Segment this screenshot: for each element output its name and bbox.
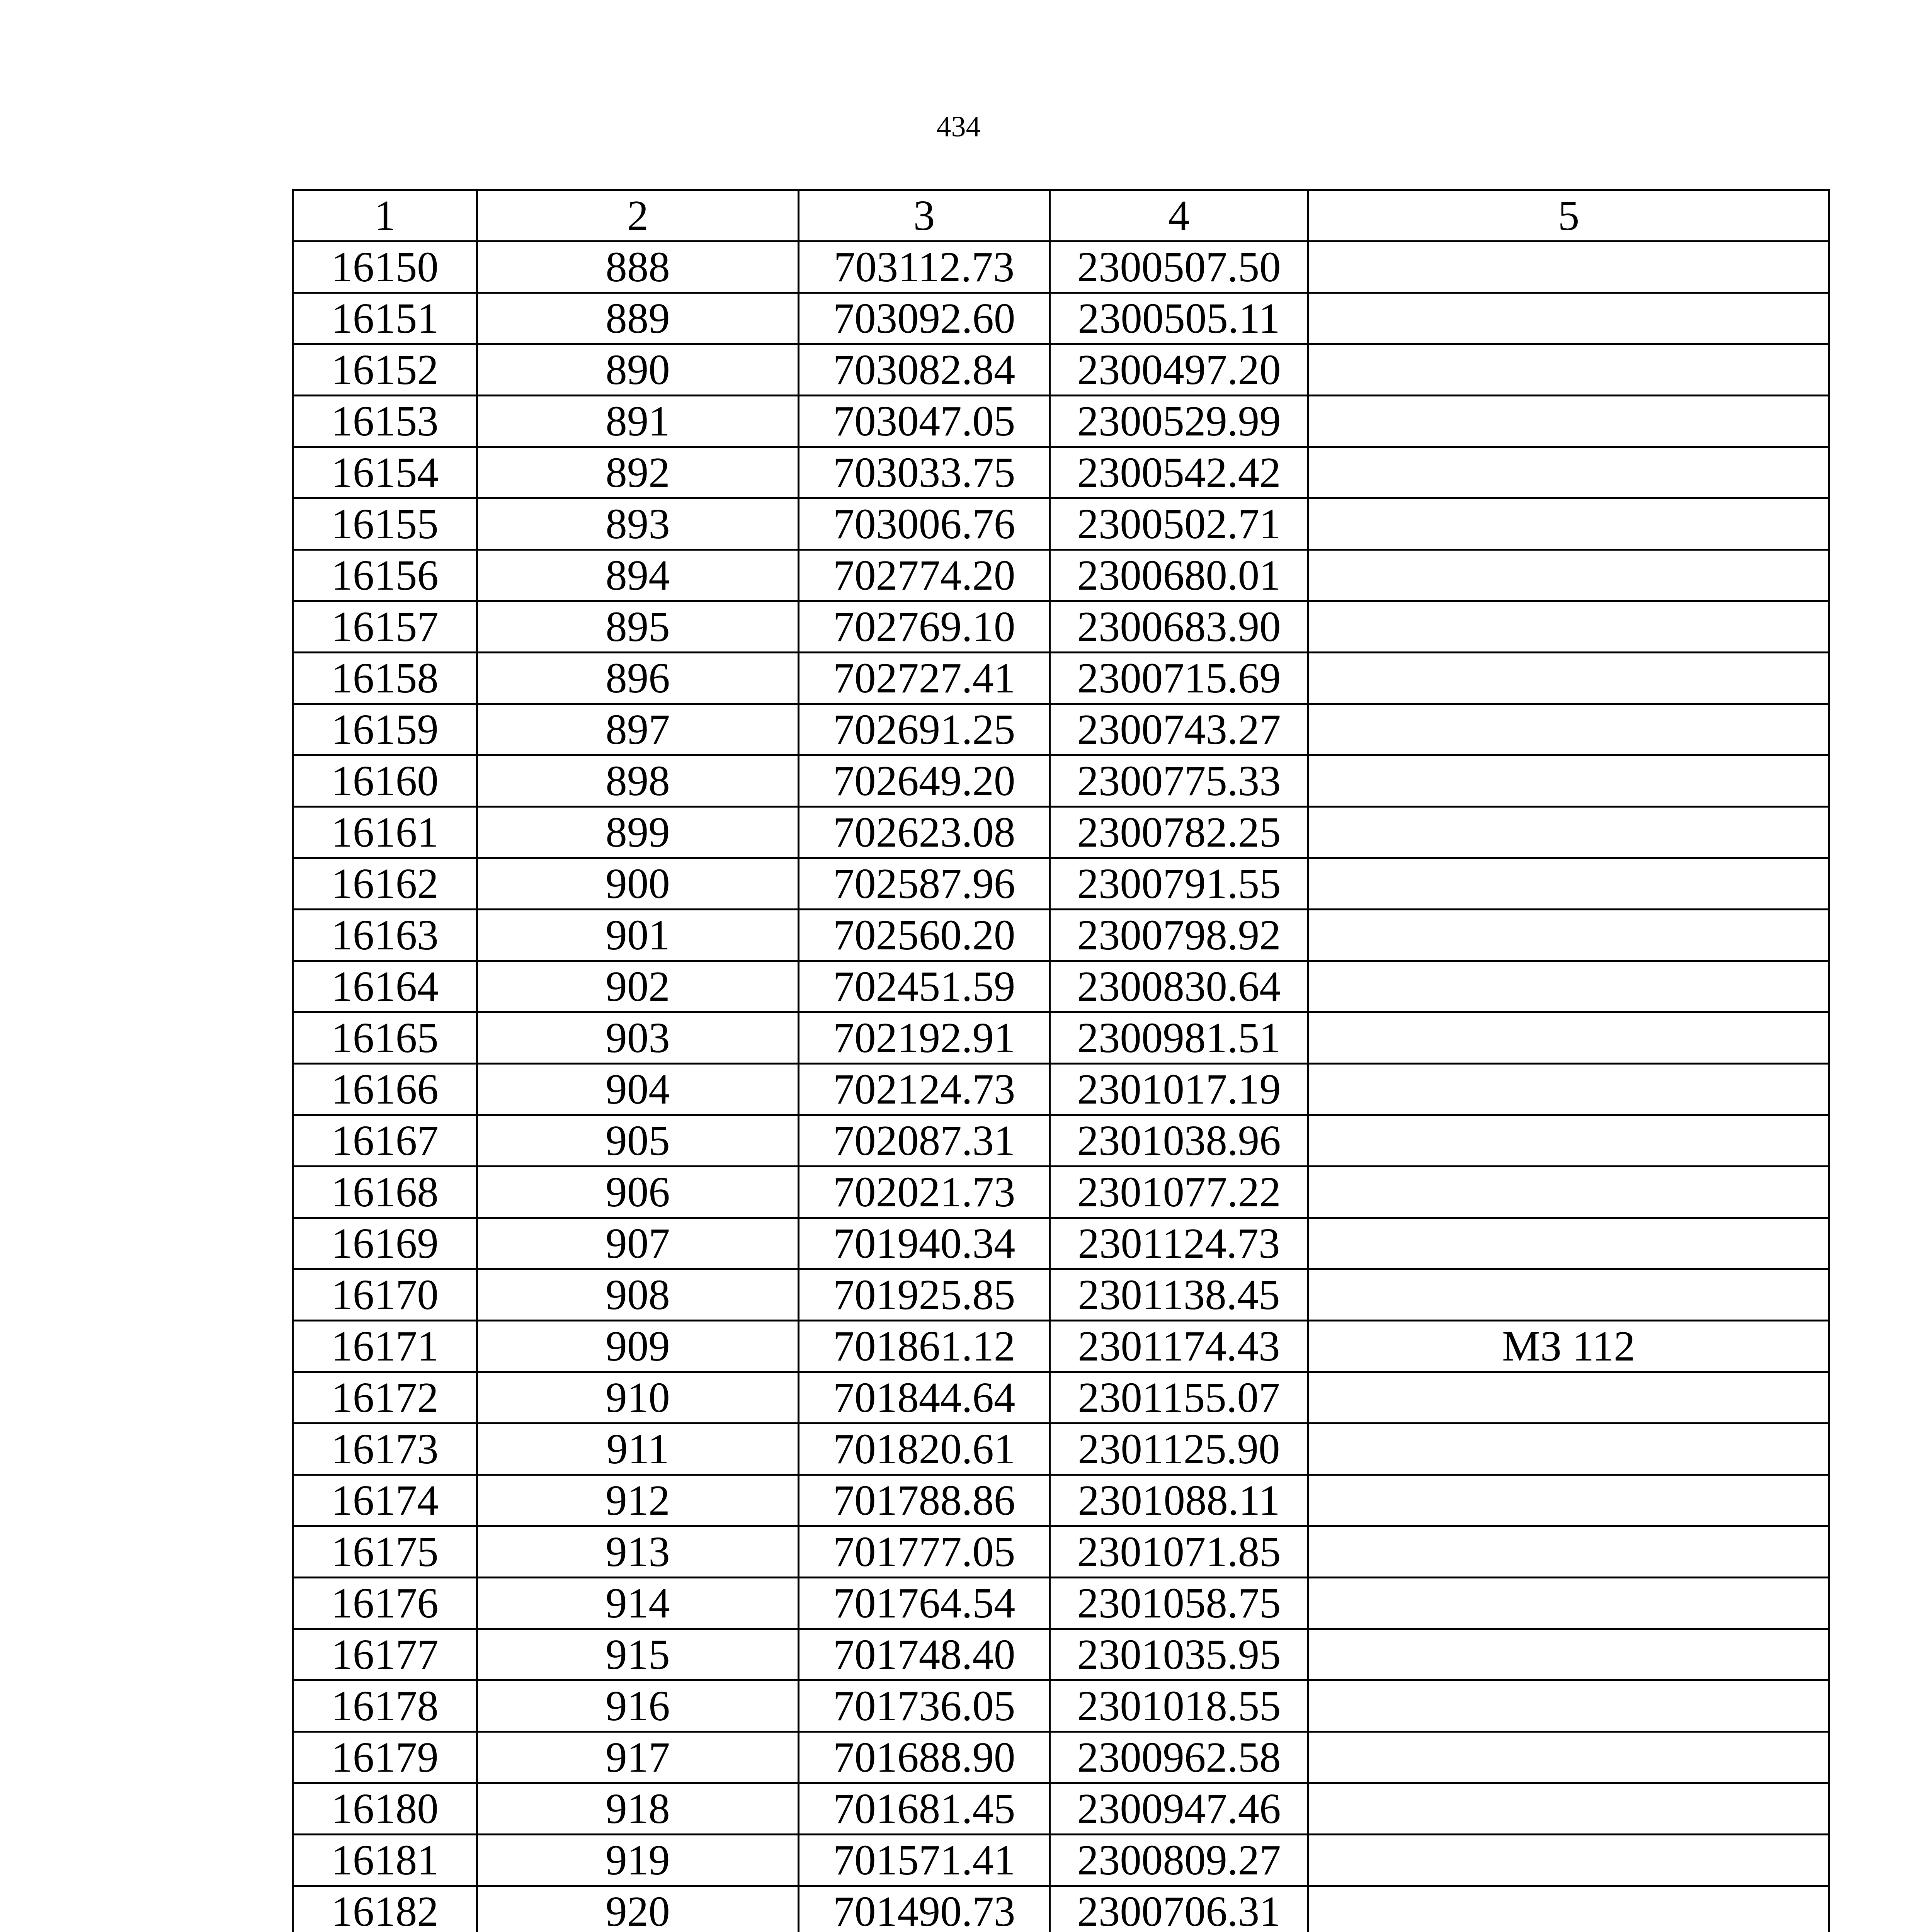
- note-cell: [1308, 653, 1829, 704]
- point-number-cell: 894: [477, 550, 799, 601]
- row-number-cell: 16161: [293, 807, 477, 858]
- y-coordinate-cell: 2300981.51: [1050, 1012, 1308, 1064]
- table-row: [293, 1732, 1829, 1783]
- row-number-cell: 16156: [293, 550, 477, 601]
- y-coordinate-cell: 2301138.45: [1050, 1269, 1308, 1321]
- row-number-cell: 16168: [293, 1167, 477, 1218]
- x-coordinate-cell: 701688.90: [799, 1732, 1050, 1783]
- y-coordinate-cell: 2300791.55: [1050, 858, 1308, 910]
- y-coordinate-cell: 2300683.90: [1050, 601, 1308, 653]
- row-number-cell: 16178: [293, 1680, 477, 1732]
- table-row: [293, 242, 1829, 293]
- note-cell: [1308, 1012, 1829, 1064]
- point-number-cell: 890: [477, 344, 799, 396]
- note-cell: МЗ 112: [1308, 1321, 1829, 1372]
- point-number-cell: 891: [477, 396, 799, 447]
- note-cell: [1308, 550, 1829, 601]
- note-cell: [1308, 447, 1829, 498]
- point-number-cell: 917: [477, 1732, 799, 1783]
- table-row: [293, 293, 1829, 344]
- point-number-cell: 902: [477, 961, 799, 1012]
- x-coordinate-cell: 702124.73: [799, 1064, 1050, 1115]
- point-number-cell: 909: [477, 1321, 799, 1372]
- row-number-cell: 16167: [293, 1115, 477, 1167]
- y-coordinate-cell: 2300502.71: [1050, 498, 1308, 550]
- row-number-cell: 16172: [293, 1372, 477, 1423]
- y-coordinate-cell: 2300706.31: [1050, 1886, 1308, 1932]
- table-row: [293, 1167, 1829, 1218]
- x-coordinate-cell: 701820.61: [799, 1423, 1050, 1475]
- row-number-cell: 16151: [293, 293, 477, 344]
- note-cell: [1308, 1218, 1829, 1269]
- table-row: [293, 1835, 1829, 1886]
- column-header-4: 4: [1050, 190, 1308, 242]
- note-cell: [1308, 498, 1829, 550]
- x-coordinate-cell: 701861.12: [799, 1321, 1050, 1372]
- y-coordinate-cell: 2300743.27: [1050, 704, 1308, 755]
- x-coordinate-cell: 703092.60: [799, 293, 1050, 344]
- row-number-cell: 16175: [293, 1526, 477, 1578]
- point-number-cell: 913: [477, 1526, 799, 1578]
- note-cell: [1308, 910, 1829, 961]
- row-number-cell: 16164: [293, 961, 477, 1012]
- note-cell: [1308, 704, 1829, 755]
- row-number-cell: 16181: [293, 1835, 477, 1886]
- x-coordinate-cell: 702769.10: [799, 601, 1050, 653]
- row-number-cell: 16174: [293, 1475, 477, 1526]
- point-number-cell: 901: [477, 910, 799, 961]
- table-row: [293, 498, 1829, 550]
- x-coordinate-cell: 702649.20: [799, 755, 1050, 807]
- x-coordinate-cell: 701736.05: [799, 1680, 1050, 1732]
- point-number-cell: 915: [477, 1629, 799, 1680]
- y-coordinate-cell: 2300798.92: [1050, 910, 1308, 961]
- point-number-cell: 911: [477, 1423, 799, 1475]
- y-coordinate-cell: 2301088.11: [1050, 1475, 1308, 1526]
- column-header-3: 3: [799, 190, 1050, 242]
- y-coordinate-cell: 2301077.22: [1050, 1167, 1308, 1218]
- y-coordinate-cell: 2300505.11: [1050, 293, 1308, 344]
- y-coordinate-cell: 2301124.73: [1050, 1218, 1308, 1269]
- x-coordinate-cell: 702560.20: [799, 910, 1050, 961]
- point-number-cell: 896: [477, 653, 799, 704]
- table-row: [293, 1064, 1829, 1115]
- x-coordinate-cell: 702623.08: [799, 807, 1050, 858]
- coordinates-table: [292, 189, 1830, 1932]
- table-row: [293, 344, 1829, 396]
- row-number-cell: 16157: [293, 601, 477, 653]
- y-coordinate-cell: 2300775.33: [1050, 755, 1308, 807]
- row-number-cell: 16160: [293, 755, 477, 807]
- table-row: [293, 396, 1829, 447]
- row-number-cell: 16177: [293, 1629, 477, 1680]
- y-coordinate-cell: 2301058.75: [1050, 1578, 1308, 1629]
- table-row: [293, 1526, 1829, 1578]
- table-row: [293, 858, 1829, 910]
- x-coordinate-cell: 702451.59: [799, 961, 1050, 1012]
- table-row: [293, 1372, 1829, 1423]
- table-row: [293, 1115, 1829, 1167]
- note-cell: [1308, 1064, 1829, 1115]
- x-coordinate-cell: 702774.20: [799, 550, 1050, 601]
- x-coordinate-cell: 701925.85: [799, 1269, 1050, 1321]
- column-header-5: 5: [1308, 190, 1829, 242]
- y-coordinate-cell: 2300542.42: [1050, 447, 1308, 498]
- x-coordinate-cell: 701788.86: [799, 1475, 1050, 1526]
- point-number-cell: 893: [477, 498, 799, 550]
- x-coordinate-cell: 701748.40: [799, 1629, 1050, 1680]
- note-cell: [1308, 1269, 1829, 1321]
- x-coordinate-cell: 702691.25: [799, 704, 1050, 755]
- row-number-cell: 16158: [293, 653, 477, 704]
- column-header-1: 1: [293, 190, 477, 242]
- table-row: [293, 601, 1829, 653]
- note-cell: [1308, 1167, 1829, 1218]
- table-row: [293, 1578, 1829, 1629]
- note-cell: [1308, 858, 1829, 910]
- x-coordinate-cell: 701490.73: [799, 1886, 1050, 1932]
- column-header-2: 2: [477, 190, 799, 242]
- note-cell: [1308, 1629, 1829, 1680]
- note-cell: [1308, 293, 1829, 344]
- note-cell: [1308, 1372, 1829, 1423]
- table-row: [293, 550, 1829, 601]
- row-number-cell: 16179: [293, 1732, 477, 1783]
- note-cell: [1308, 755, 1829, 807]
- note-cell: [1308, 242, 1829, 293]
- point-number-cell: 908: [477, 1269, 799, 1321]
- note-cell: [1308, 1783, 1829, 1835]
- point-number-cell: 916: [477, 1680, 799, 1732]
- note-cell: [1308, 1886, 1829, 1932]
- point-number-cell: 904: [477, 1064, 799, 1115]
- row-number-cell: 16173: [293, 1423, 477, 1475]
- row-number-cell: 16171: [293, 1321, 477, 1372]
- y-coordinate-cell: 2300680.01: [1050, 550, 1308, 601]
- y-coordinate-cell: 2301035.95: [1050, 1629, 1308, 1680]
- y-coordinate-cell: 2301018.55: [1050, 1680, 1308, 1732]
- row-number-cell: 16165: [293, 1012, 477, 1064]
- row-number-cell: 16162: [293, 858, 477, 910]
- point-number-cell: 889: [477, 293, 799, 344]
- x-coordinate-cell: 702021.73: [799, 1167, 1050, 1218]
- page-number: 434: [936, 111, 981, 143]
- table-row: [293, 1886, 1829, 1932]
- y-coordinate-cell: 2301174.43: [1050, 1321, 1308, 1372]
- note-cell: [1308, 1423, 1829, 1475]
- x-coordinate-cell: 701844.64: [799, 1372, 1050, 1423]
- x-coordinate-cell: 703112.73: [799, 242, 1050, 293]
- y-coordinate-cell: 2301071.85: [1050, 1526, 1308, 1578]
- row-number-cell: 16163: [293, 910, 477, 961]
- point-number-cell: 897: [477, 704, 799, 755]
- table-row: [293, 1321, 1829, 1372]
- point-number-cell: 888: [477, 242, 799, 293]
- x-coordinate-cell: 701777.05: [799, 1526, 1050, 1578]
- y-coordinate-cell: 2300947.46: [1050, 1783, 1308, 1835]
- y-coordinate-cell: 2301017.19: [1050, 1064, 1308, 1115]
- row-number-cell: 16166: [293, 1064, 477, 1115]
- y-coordinate-cell: 2301038.96: [1050, 1115, 1308, 1167]
- row-number-cell: 16170: [293, 1269, 477, 1321]
- x-coordinate-cell: 702192.91: [799, 1012, 1050, 1064]
- table-row: [293, 704, 1829, 755]
- row-number-cell: 16176: [293, 1578, 477, 1629]
- table-row: [293, 1012, 1829, 1064]
- x-coordinate-cell: 702587.96: [799, 858, 1050, 910]
- row-number-cell: 16159: [293, 704, 477, 755]
- table-row: [293, 653, 1829, 704]
- note-cell: [1308, 1578, 1829, 1629]
- table-row: [293, 1680, 1829, 1732]
- row-number-cell: 16155: [293, 498, 477, 550]
- x-coordinate-cell: 702087.31: [799, 1115, 1050, 1167]
- point-number-cell: 905: [477, 1115, 799, 1167]
- row-number-cell: 16169: [293, 1218, 477, 1269]
- note-cell: [1308, 807, 1829, 858]
- y-coordinate-cell: 2300809.27: [1050, 1835, 1308, 1886]
- point-number-cell: 895: [477, 601, 799, 653]
- row-number-cell: 16154: [293, 447, 477, 498]
- note-cell: [1308, 1732, 1829, 1783]
- note-cell: [1308, 396, 1829, 447]
- point-number-cell: 918: [477, 1783, 799, 1835]
- table-header: [293, 190, 1829, 242]
- note-cell: [1308, 1526, 1829, 1578]
- x-coordinate-cell: 703082.84: [799, 344, 1050, 396]
- x-coordinate-cell: 703033.75: [799, 447, 1050, 498]
- y-coordinate-cell: 2301155.07: [1050, 1372, 1308, 1423]
- table-row: [293, 1269, 1829, 1321]
- point-number-cell: 900: [477, 858, 799, 910]
- note-cell: [1308, 1475, 1829, 1526]
- x-coordinate-cell: 701681.45: [799, 1783, 1050, 1835]
- y-coordinate-cell: 2300497.20: [1050, 344, 1308, 396]
- row-number-cell: 16150: [293, 242, 477, 293]
- table-row: [293, 1629, 1829, 1680]
- y-coordinate-cell: 2300962.58: [1050, 1732, 1308, 1783]
- table-row: [293, 1783, 1829, 1835]
- x-coordinate-cell: 701764.54: [799, 1578, 1050, 1629]
- point-number-cell: 899: [477, 807, 799, 858]
- row-number-cell: 16153: [293, 396, 477, 447]
- table-row: [293, 1475, 1829, 1526]
- note-cell: [1308, 1115, 1829, 1167]
- point-number-cell: 906: [477, 1167, 799, 1218]
- point-number-cell: 912: [477, 1475, 799, 1526]
- table-row: [293, 1423, 1829, 1475]
- x-coordinate-cell: 703006.76: [799, 498, 1050, 550]
- table-row: [293, 807, 1829, 858]
- y-coordinate-cell: 2301125.90: [1050, 1423, 1308, 1475]
- x-coordinate-cell: 701571.41: [799, 1835, 1050, 1886]
- row-number-cell: 16152: [293, 344, 477, 396]
- point-number-cell: 910: [477, 1372, 799, 1423]
- x-coordinate-cell: 701940.34: [799, 1218, 1050, 1269]
- point-number-cell: 898: [477, 755, 799, 807]
- note-cell: [1308, 344, 1829, 396]
- table-body: [293, 242, 1829, 1932]
- row-number-cell: 16180: [293, 1783, 477, 1835]
- x-coordinate-cell: 702727.41: [799, 653, 1050, 704]
- point-number-cell: 903: [477, 1012, 799, 1064]
- note-cell: [1308, 601, 1829, 653]
- note-cell: [1308, 961, 1829, 1012]
- x-coordinate-cell: 703047.05: [799, 396, 1050, 447]
- note-cell: [1308, 1835, 1829, 1886]
- point-number-cell: 919: [477, 1835, 799, 1886]
- table-row: [293, 961, 1829, 1012]
- table-row: [293, 447, 1829, 498]
- note-cell: [1308, 1680, 1829, 1732]
- point-number-cell: 892: [477, 447, 799, 498]
- y-coordinate-cell: 2300715.69: [1050, 653, 1308, 704]
- y-coordinate-cell: 2300529.99: [1050, 396, 1308, 447]
- table-row: [293, 755, 1829, 807]
- table-row: [293, 1218, 1829, 1269]
- table-row: [293, 910, 1829, 961]
- header-row: [293, 190, 1829, 242]
- y-coordinate-cell: 2300830.64: [1050, 961, 1308, 1012]
- y-coordinate-cell: 2300782.25: [1050, 807, 1308, 858]
- point-number-cell: 907: [477, 1218, 799, 1269]
- point-number-cell: 914: [477, 1578, 799, 1629]
- y-coordinate-cell: 2300507.50: [1050, 242, 1308, 293]
- point-number-cell: 920: [477, 1886, 799, 1932]
- row-number-cell: 16182: [293, 1886, 477, 1932]
